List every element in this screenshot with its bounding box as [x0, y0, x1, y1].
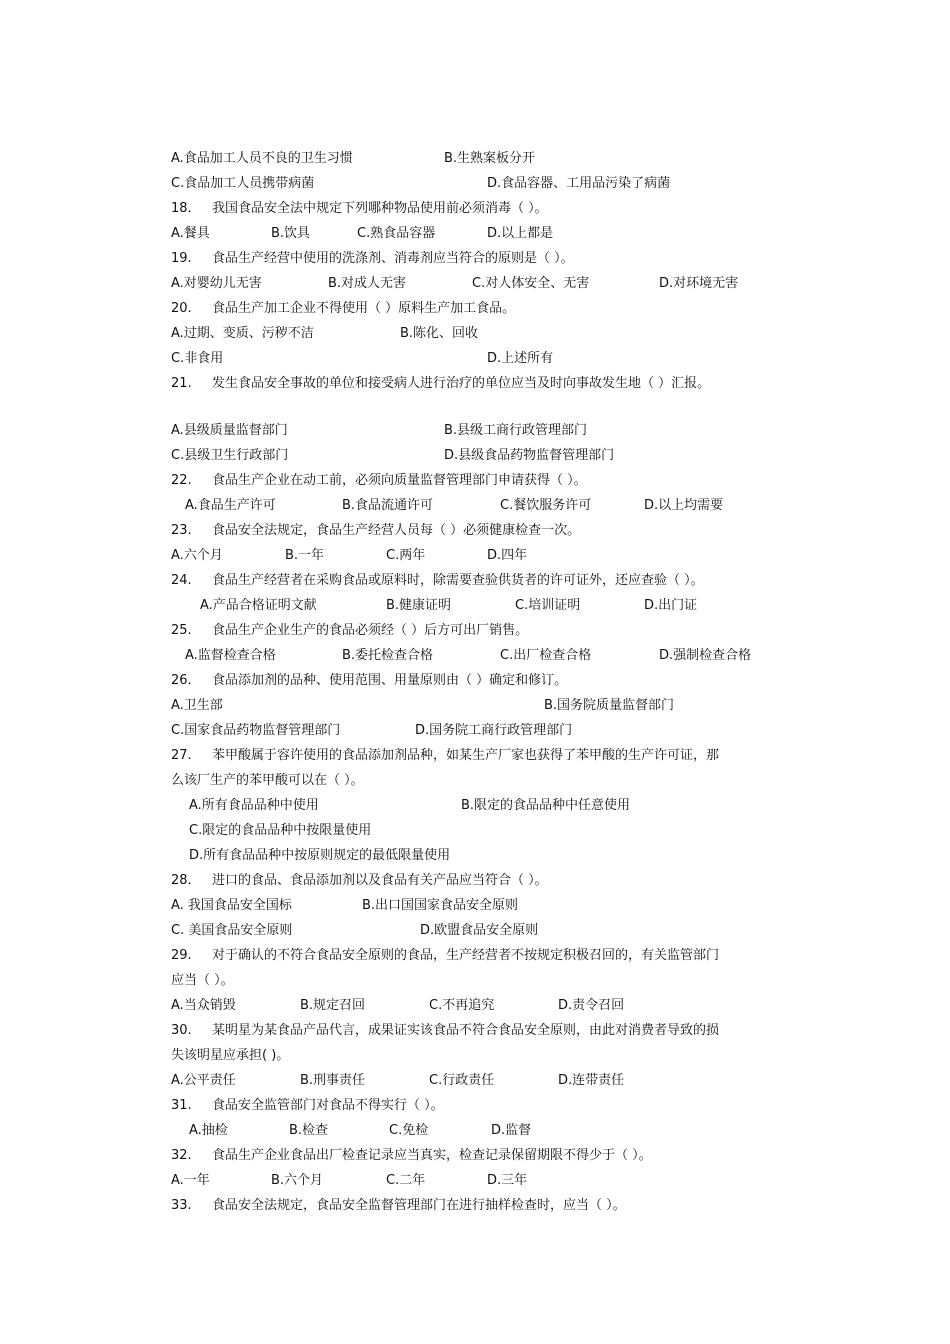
question-text: 某明星为某食品产品代言，成果证实该食品不符合食品安全原则，由此对消费者导致的损 — [212, 1023, 720, 1038]
option-c: C.限定的食品品种中按限量使用 — [189, 823, 372, 838]
option-c: C.行政责任 — [429, 1073, 495, 1088]
option-b: B.国务院质量监督部门 — [544, 698, 675, 713]
question-27 — [171, 746, 719, 766]
option-c: C.出厂检查合格 — [500, 648, 592, 663]
question-28 — [171, 871, 548, 891]
option-d: D.强制检查合格 — [659, 648, 752, 663]
option-a: A.一年 — [171, 1173, 210, 1188]
question-30 — [171, 1021, 719, 1041]
option-a: A.过期、变质、污秽不洁 — [171, 326, 314, 341]
option-c: C.国家食品药物监督管理部门 — [171, 723, 341, 738]
option-c: C.餐饮服务许可 — [500, 498, 592, 513]
question-number: 20. — [171, 301, 192, 316]
question-33 — [171, 1196, 626, 1216]
option-a: A.六个月 — [171, 548, 223, 563]
option-d: D.连带责任 — [558, 1073, 625, 1088]
question-text: 苯甲酸属于容许使用的食品添加剂品种，如某生产厂家也获得了苯甲酸的生产许可证，那 — [212, 748, 720, 763]
question-number: 21. — [171, 376, 192, 391]
option-d: D.以上都是 — [487, 226, 554, 241]
question-21 — [171, 374, 710, 394]
option-b: B.一年 — [285, 548, 325, 563]
question-32 — [171, 1146, 652, 1166]
option-d: D.县级食品药物监督管理部门 — [444, 448, 615, 463]
option-c: C. 美国食品安全原则 — [171, 923, 293, 938]
question-text: 食品生产经营中使用的洗涤剂、消毒剂应当符合的原则是（ ）。 — [212, 251, 574, 266]
option-d: D.所有食品品种中按原则规定的最低限量使用 — [189, 848, 451, 863]
question-number: 25. — [171, 623, 192, 638]
question-text: 食品生产企业食品出厂检查记录应当真实，检查记录保留期限不得少于（ ）。 — [212, 1148, 652, 1163]
question-number: 32. — [171, 1148, 192, 1163]
option-d: D.监督 — [491, 1123, 532, 1138]
question-text: 食品安全法规定，食品生产经营人员每（ ）必须健康检查一次。 — [212, 523, 581, 538]
question-number: 33. — [171, 1198, 192, 1213]
option-b: B.检查 — [289, 1123, 329, 1138]
option-a: A.所有食品品种中使用 — [189, 798, 319, 813]
question-number: 23. — [171, 523, 192, 538]
option-a: A.抽检 — [189, 1123, 228, 1138]
option-d: D.三年 — [487, 1173, 528, 1188]
question-29-continued — [171, 971, 234, 991]
option-b: B.陈化、回收 — [400, 326, 479, 341]
option-d: D.食品容器、工用品污染了病菌 — [487, 176, 671, 191]
question-30-continued — [171, 1046, 289, 1066]
option-b: B.出口国国家食品安全原则 — [362, 898, 519, 913]
option-a: A. 我国食品安全国标 — [171, 898, 292, 913]
option-d: D.出门证 — [644, 598, 698, 613]
option-b: B.规定召回 — [300, 998, 366, 1013]
question-text: 食品生产经营者在采购食品或原料时，除需要查验供货者的许可证外，还应查验（ ）。 — [212, 573, 704, 588]
question-18 — [171, 199, 548, 219]
option-c: C.熟食品容器 — [357, 226, 436, 241]
option-d: D.欧盟食品安全原则 — [420, 923, 539, 938]
question-22 — [171, 471, 587, 491]
option-a: A.当众销毁 — [171, 998, 236, 1013]
option-b: B.刑事责任 — [300, 1073, 366, 1088]
option-c: C.培训证明 — [515, 598, 581, 613]
option-d: D.四年 — [487, 548, 528, 563]
question-29 — [171, 946, 719, 966]
question-19 — [171, 249, 574, 269]
question-number: 28. — [171, 873, 192, 888]
option-a: A.餐具 — [171, 226, 210, 241]
option-c: C.县级卫生行政部门 — [171, 448, 289, 463]
question-number: 19. — [171, 251, 192, 266]
question-text: 进口的食品、食品添加剂以及食品有关产品应当符合（ ）。 — [212, 873, 548, 888]
option-a: A.食品加工人员不良的卫生习惯 — [171, 151, 353, 166]
question-text: 失该明星应承担( )。 — [171, 1048, 290, 1063]
option-c: C.免检 — [389, 1123, 429, 1138]
question-23 — [171, 521, 580, 541]
option-d: D.以上均需要 — [644, 498, 724, 513]
option-a: A.县级质量监督部门 — [171, 423, 288, 438]
option-b: B.饮具 — [271, 226, 311, 241]
question-number: 27. — [171, 748, 192, 763]
question-text: 食品生产企业生产的食品必须经（ ）后方可出厂销售。 — [212, 623, 529, 638]
question-24 — [171, 571, 704, 591]
option-d: D.国务院工商行政管理部门 — [415, 723, 573, 738]
question-text: 食品添加剂的品种、使用范围、用量原则由（ ）确定和修订。 — [212, 673, 568, 688]
question-text: 食品生产加工企业不得使用（ ）原料生产加工食品。 — [212, 301, 516, 316]
question-27-continued — [171, 771, 364, 791]
option-b: B.县级工商行政管理部门 — [444, 423, 588, 438]
option-c: C.不再追究 — [429, 998, 495, 1013]
option-b: B.生熟案板分开 — [444, 151, 536, 166]
option-a: A.卫生部 — [171, 698, 223, 713]
question-text: 我国食品安全法中规定下列哪种物品使用前必须消毒（ ）。 — [212, 201, 548, 216]
question-text: 对于确认的不符合食品安全原则的食品，生产经营者不按规定积极召回的，有关监管部门 — [212, 948, 720, 963]
question-number: 22. — [171, 473, 192, 488]
question-25 — [171, 621, 528, 641]
option-a: A.公平责任 — [171, 1073, 236, 1088]
question-number: 26. — [171, 673, 192, 688]
option-c: C.非食用 — [171, 351, 224, 366]
option-a: A.监督检查合格 — [185, 648, 276, 663]
question-26 — [171, 671, 567, 691]
question-31 — [171, 1096, 444, 1116]
option-b: B.限定的食品品种中任意使用 — [461, 798, 631, 813]
option-d: D.上述所有 — [487, 351, 554, 366]
option-c: C.二年 — [386, 1173, 426, 1188]
option-b: B.健康证明 — [386, 598, 452, 613]
question-number: 30. — [171, 1023, 192, 1038]
option-c: C.两年 — [386, 548, 426, 563]
question-text: 发生食品安全事故的单位和接受病人进行治疗的单位应当及时向事故发生地（ ）汇报。 — [212, 376, 711, 391]
question-number: 29. — [171, 948, 192, 963]
question-number: 24. — [171, 573, 192, 588]
option-a: A.食品生产许可 — [185, 498, 276, 513]
option-b: B.六个月 — [271, 1173, 324, 1188]
question-text: 食品安全法规定，食品安全监督管理部门在进行抽样检查时，应当（ ）。 — [212, 1198, 626, 1213]
question-number: 18. — [171, 201, 192, 216]
question-text: 应当（ ）。 — [171, 973, 234, 988]
option-d: D.对环境无害 — [659, 276, 739, 291]
question-number: 31. — [171, 1098, 192, 1113]
question-text: 食品安全监管部门对食品不得实行（ ）。 — [212, 1098, 444, 1113]
option-a: A.产品合格证明文献 — [200, 598, 317, 613]
option-c: C.对人体安全、无害 — [472, 276, 590, 291]
question-text: 食品生产企业在动工前，必须向质量监督管理部门申请获得（ ）。 — [212, 473, 587, 488]
option-a: A.对婴幼儿无害 — [171, 276, 262, 291]
option-b: B.对成人无害 — [328, 276, 407, 291]
option-b: B.食品流通许可 — [342, 498, 434, 513]
option-d: D.责令召回 — [558, 998, 625, 1013]
option-b: B.委托检查合格 — [342, 648, 434, 663]
question-text: 么该厂生产的苯甲酸可以在（ ）。 — [171, 773, 364, 788]
question-20 — [171, 299, 515, 319]
option-c: C.食品加工人员携带病菌 — [171, 176, 315, 191]
